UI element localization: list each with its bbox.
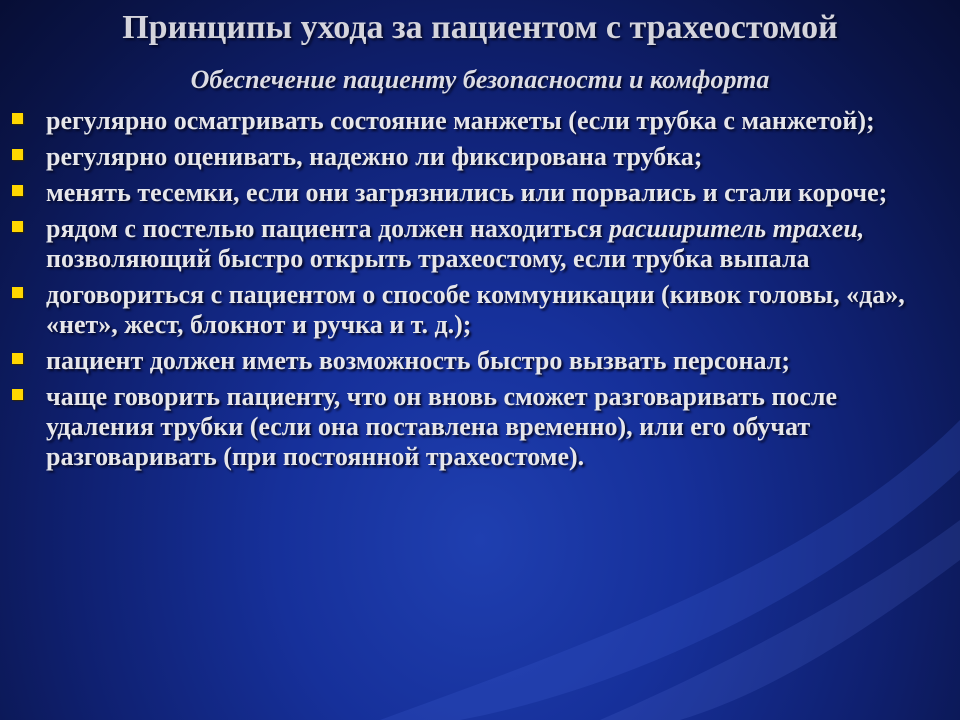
slide-subtitle: Обеспечение пациенту безопасности и комфорта [190,65,770,94]
bullet-list [0,106,960,478]
bullet-item [0,178,960,208]
bullet-text-post: позволяющий быстро открыть трахеостому, если трубка выпала [46,244,810,273]
square-bullet-icon [12,149,23,160]
square-bullet-icon [12,185,23,196]
square-bullet-icon [12,353,23,364]
bullet-item [0,346,960,376]
bullet-item [0,382,960,472]
square-bullet-icon [12,389,23,400]
bullet-item [0,106,960,136]
bullet-text: договориться с пациентом о способе коммуникации (кивок головы, «да», «нет», жест, блокнот и ручка и т. д.); [46,280,905,339]
bullet-text: менять тесемки, если они загрязнились или порвались и стали короче; [46,178,888,207]
bullet-text-emphasis: расширитель трахеи, [608,214,865,243]
square-bullet-icon [12,221,23,232]
bullet-text: регулярно оценивать, надежно ли фиксирована трубка; [46,142,703,171]
square-bullet-icon [12,113,23,124]
square-bullet-icon [12,287,23,298]
bullet-item [0,214,960,274]
bullet-text: регулярно осматривать состояние манжеты (если трубка с манжетой); [46,106,875,135]
bullet-text: чаще говорить пациенту, что он вновь сможет разговаривать после удаления трубки (если она поставлена временно), или его обучат разговаривать (при постоянной трахеостоме). [46,382,838,471]
bullet-item [0,280,960,340]
bullet-text-pre: рядом с постелью пациента должен находиться [46,214,609,243]
slide-title: Принципы ухода за пациентом с трахеостомой [122,9,838,46]
bullet-item [0,142,960,172]
bullet-text: пациент должен иметь возможность быстро вызвать персонал; [46,346,791,375]
